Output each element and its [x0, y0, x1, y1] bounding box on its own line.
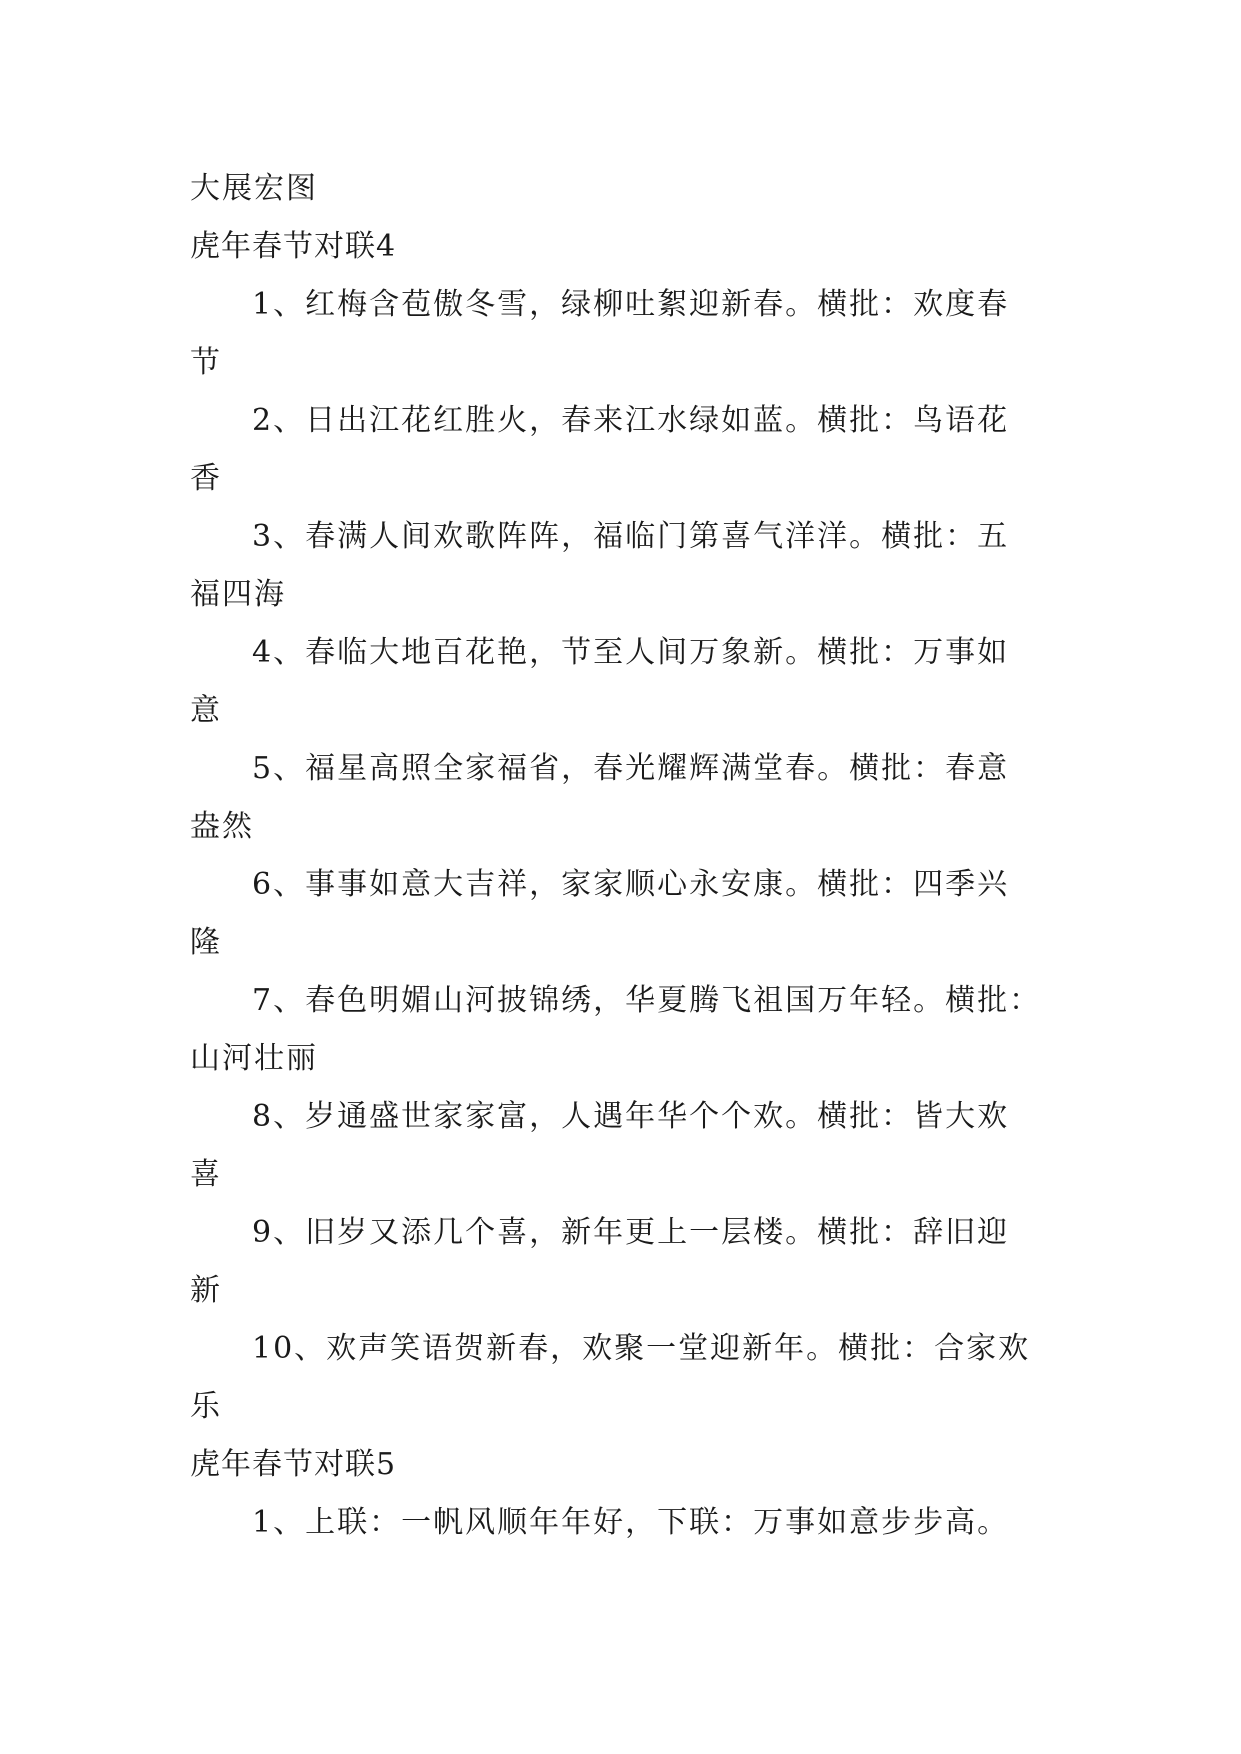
couplet-line: 8、岁通盛世家家富，人遇年华个个欢。横批：皆大欢 [252, 1099, 1010, 1134]
section-heading: 虎年春节对联5 [190, 1447, 397, 1482]
couplet-line: 7、春色明媚山河披锦绣，华夏腾飞祖国万年轻。横批： [252, 983, 1042, 1018]
document-page [190, 160, 1070, 1552]
couplet-continuation: 山河壮丽 [190, 1041, 318, 1076]
couplet-continuation: 香 [190, 461, 222, 496]
couplet-line: 6、事事如意大吉祥，家家顺心永安康。横批：四季兴 [252, 867, 1010, 902]
couplet-line: 10、欢声笑语贺新春，欢聚一堂迎新年。横批：合家欢 [252, 1331, 1031, 1366]
couplet-continuation: 福四海 [190, 577, 286, 612]
couplet-continuation: 盎然 [190, 809, 254, 844]
couplet-line: 5、福星高照全家福省，春光耀辉满堂春。横批：春意 [252, 751, 1010, 786]
couplet-line: 1、红梅含苞傲冬雪，绿柳吐絮迎新春。横批：欢度春 [252, 287, 1010, 322]
couplet-line: 9、旧岁又添几个喜，新年更上一层楼。横批：辞旧迎 [252, 1215, 1010, 1250]
couplet-continuation: 节 [190, 345, 222, 380]
couplet-continuation: 意 [190, 693, 222, 728]
couplet-continuation: 新 [190, 1273, 222, 1308]
section-heading: 虎年春节对联4 [190, 229, 397, 264]
couplet-continuation: 乐 [190, 1389, 222, 1424]
couplet-line: 1、上联：一帆风顺年年好，下联：万事如意步步高。 [252, 1505, 1010, 1540]
couplet-line: 3、春满人间欢歌阵阵，福临门第喜气洋洋。横批：五 [252, 519, 1010, 554]
text-line: 大展宏图 [190, 171, 318, 206]
couplet-continuation: 隆 [190, 925, 222, 960]
couplet-line: 2、日出江花红胜火，春来江水绿如蓝。横批：鸟语花 [252, 403, 1010, 438]
couplet-continuation: 喜 [190, 1157, 222, 1192]
couplet-line: 4、春临大地百花艳，节至人间万象新。横批：万事如 [252, 635, 1010, 670]
